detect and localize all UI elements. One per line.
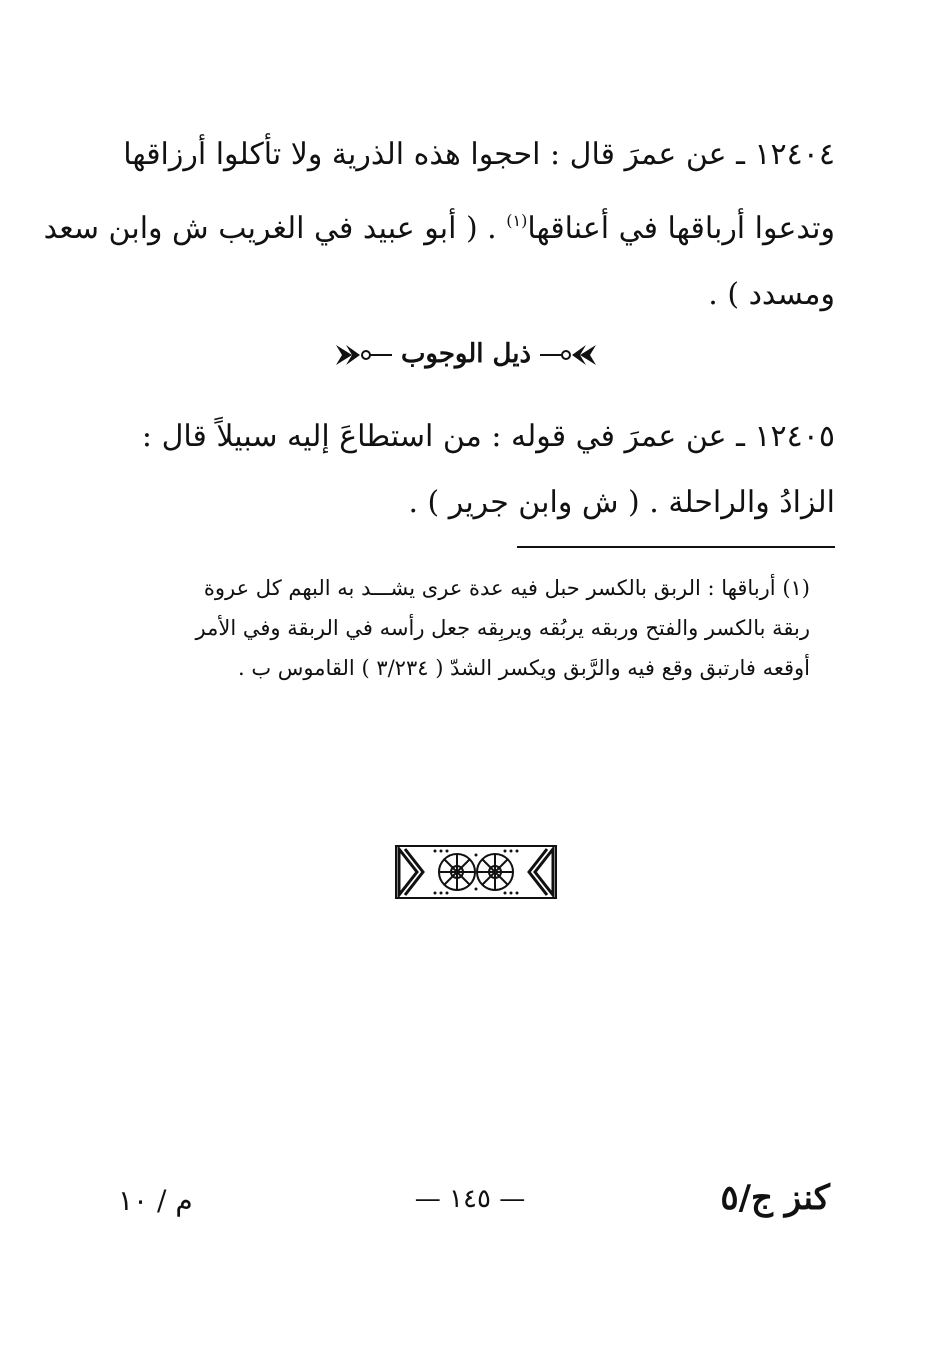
footnote-line-3: أوقعه فارتبق وقع فيه والرَّبق ويكسر الشدّ ( ٣/٢٣٤ ) القاموس ب . (237, 656, 810, 680)
signature-mark: م / ١٠ (118, 1184, 193, 1217)
hadith-12405 (135, 404, 835, 536)
footnote-line-1: (١) أرباقها : الربق بالكسر حبل فيه عدة عرى يشـــد به البهم كل عروة (203, 576, 810, 600)
hadith-12404-line-2-source: . ( أبو عبيد في الغريب ش وابن سعد (43, 211, 497, 246)
footnote-line-2: ربقة بالكسر والفتح وربقه يربُقه ويربِقه جعل رأسه في الربقة وفي الأمر (195, 616, 810, 640)
volume-label: كنز ج/٥ (720, 1178, 830, 1218)
section-heading (266, 336, 666, 372)
footnotes (132, 568, 810, 688)
hadith-12405-line-2: الزادُ والراحلة . ( ش وابن جرير ) . (408, 485, 835, 520)
page-number: — ١٤٥ — (414, 1184, 526, 1214)
hadith-12404-line-2-text: وتدعوا أرباقها في أعناقها (527, 211, 835, 246)
footnote-divider (517, 546, 835, 548)
hadith-12405-line-1: ١٢٤٠٥ ـ عن عمرَ في قوله : من استطاعَ إليه سبيلاً قال : (141, 419, 835, 454)
hadith-12404-line-2 (43, 188, 835, 262)
tailpiece-ornament (395, 845, 557, 899)
hadith-12404 (43, 122, 835, 328)
section-heading-text: ذيل الوجوب (400, 339, 532, 369)
page-footer (100, 1178, 840, 1228)
footnote-marker: (١) (506, 211, 528, 230)
hadith-12404-line-1: ١٢٤٠٤ ـ عن عمرَ قال : احجوا هذه الذرية ولا تأكلوا أرزاقها (123, 137, 835, 172)
hadith-12404-line-3: ومسدد ) . (708, 277, 835, 312)
heading-ornament-left (332, 343, 392, 367)
heading-ornament-right (540, 343, 600, 367)
